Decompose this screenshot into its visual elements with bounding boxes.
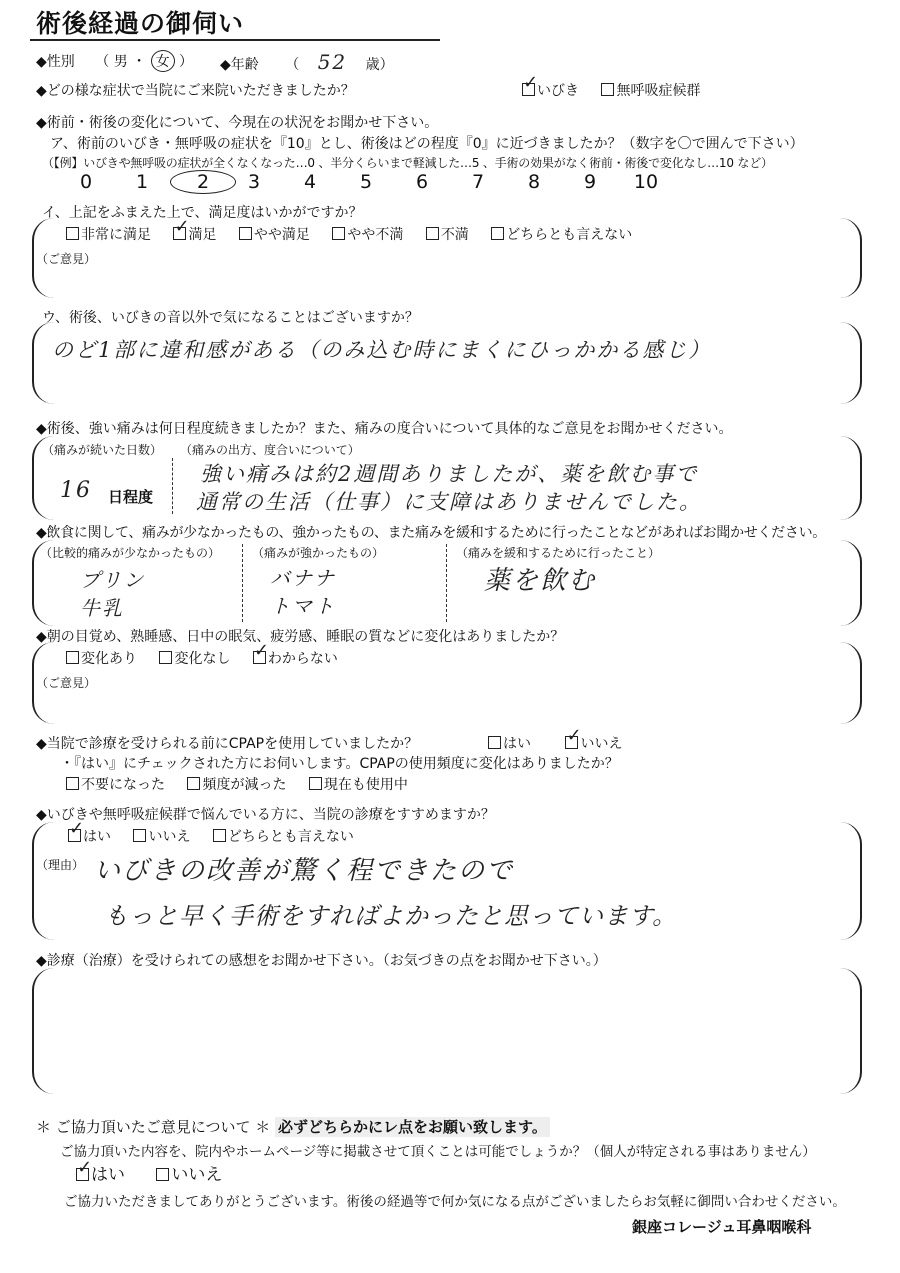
checkbox-icon[interactable] <box>76 1168 89 1181</box>
consent-options <box>76 1160 222 1185</box>
checkbox-icon[interactable] <box>159 651 172 664</box>
q2-example: （【例】いびきや無呼吸の症状が全くなくなった…0 、半分くらいまで軽減した…5 、手術の効果がなく術前・術後で変化なし…10 など） <box>42 156 773 170</box>
q3-option-unsatisfied[interactable]: 不満 <box>426 227 469 243</box>
q2-sub: ア、術前のいびき・無呼吸の症状を『10』とし、術後はどの程度『0』に近づきましたか？（数字を〇で囲んで下さい） <box>50 136 804 152</box>
q5-days-value[interactable]: 16 <box>60 478 92 503</box>
q1-option-apnea[interactable]: 無呼吸症候群 <box>601 83 700 99</box>
q1-text: ◆どの様な症状で当院にご来院いただきましたか？ <box>36 83 355 99</box>
gender-separator: ・ <box>132 54 147 70</box>
q9-reason-label: （理由） <box>36 858 85 872</box>
checkbox-icon[interactable] <box>66 651 79 664</box>
scale-4[interactable]: 4 <box>303 171 317 193</box>
q7-options <box>66 648 356 668</box>
age-row <box>220 50 394 74</box>
q5-divider <box>172 458 173 514</box>
q3-option-somewhat-unsatisfied[interactable]: やや不満 <box>332 227 403 243</box>
q8-text: ◆当院で診療を受けられる前にCPAPを使用していましたか？ <box>36 736 419 752</box>
consent-heading <box>36 1116 550 1137</box>
checkbox-icon[interactable] <box>522 83 535 96</box>
checkbox-icon[interactable] <box>68 829 81 842</box>
page-title: 術後経過の御伺い <box>36 9 245 38</box>
q6-col2-label: （痛みが強かったもの） <box>252 546 385 560</box>
q7-option-unknown[interactable]: ✓ わからない <box>253 651 338 667</box>
q10-text: ◆診療（治療）を受けられての感想をお聞かせ下さい。（お気づきの点をお聞かせ下さい。） <box>36 953 607 969</box>
q5-detail-label: （痛みの出方、度合いについて） <box>180 443 360 457</box>
q6-divider-1 <box>242 544 243 622</box>
scale-1[interactable]: 1 <box>135 171 149 193</box>
consent-thanks: ご協力いただきましてありがとうございます。術後の経過等で何か気になる点がございましたらお気軽に御問い合わせください。 <box>64 1194 846 1210</box>
q9-option-no[interactable]: いいえ <box>133 829 190 845</box>
age-unit: 歳） <box>365 57 394 73</box>
q8-options <box>488 733 640 753</box>
q8-sub-option-reduced[interactable]: 頻度が減った <box>187 777 286 793</box>
gender-label: ◆性別 <box>36 54 75 70</box>
scale-2[interactable]: 2 <box>170 170 226 194</box>
checkbox-icon[interactable] <box>239 227 252 240</box>
checkbox-icon[interactable] <box>565 736 578 749</box>
q9-option-neither[interactable]: どちらとも言えない <box>213 829 354 845</box>
q1-option-snoring[interactable]: ✓ いびき <box>522 83 579 99</box>
consent-option-yes[interactable]: ✓はい <box>76 1165 125 1185</box>
q3-comment-label: （ご意見） <box>36 252 97 266</box>
q8-option-yes[interactable]: はい <box>488 736 531 752</box>
q2-heading: ◆術前・術後の変化について、今現在の状況をお聞かせ下さい。 <box>36 115 439 131</box>
q4-text: ウ、術後、いびきの音以外で気になることはございますか？ <box>42 310 419 326</box>
q5-answer-line1[interactable]: 強い痛みは約2週間ありましたが、薬を飲む事で <box>200 462 699 486</box>
q6-col1-label: （比較的痛みが少なかったもの） <box>40 546 221 560</box>
scale-5[interactable]: 5 <box>359 171 373 193</box>
title-underline <box>30 39 440 41</box>
q3-option-very-satisfied[interactable]: 非常に満足 <box>66 227 151 243</box>
q6-col2-answer-2[interactable]: トマト <box>270 594 336 618</box>
q8-sub-option-unneeded[interactable]: 不要になった <box>66 777 165 793</box>
q9-option-yes[interactable]: ✓はい <box>68 829 111 845</box>
q1-options <box>522 80 718 100</box>
scale-9[interactable]: 9 <box>583 171 597 193</box>
q3-text: イ、上記をふまえた上で、満足度はいかがですか？ <box>42 205 363 221</box>
checkbox-icon[interactable] <box>66 777 79 790</box>
q9-answer-line2[interactable]: もっと早く手術をすればよかったと思っています。 <box>104 902 678 930</box>
consent-question: ご協力頂いた内容を、院内やホームページ等に掲載させて頂くことは可能でしょうか？（個人が特定される事はありません） <box>60 1144 816 1160</box>
checkbox-icon[interactable] <box>426 227 439 240</box>
gender-male[interactable]: 男 <box>113 54 128 70</box>
gender-paren-open: （ <box>95 54 110 70</box>
q6-col1-answer-1[interactable]: プリン <box>80 568 146 592</box>
q6-col2-answer-1[interactable]: バナナ <box>270 566 336 590</box>
scale-8[interactable]: 8 <box>527 171 541 193</box>
q8-sub-option-still-using[interactable]: 現在も使用中 <box>309 777 408 793</box>
checkbox-icon[interactable] <box>309 777 322 790</box>
consent-option-no[interactable]: いいえ <box>156 1165 222 1185</box>
age-paren-open: （ <box>285 57 300 73</box>
q6-col1-answer-2[interactable]: 牛乳 <box>80 596 124 620</box>
q7-text: ◆朝の目覚め、熟睡感、日中の眠気、疲労感、睡眠の質などに変化はありましたか？ <box>36 629 565 645</box>
scale-0[interactable]: 0 <box>79 171 93 193</box>
q3-option-satisfied[interactable]: ✓ 満足 <box>173 227 216 243</box>
age-value[interactable]: 52 <box>317 50 348 74</box>
gender-female[interactable]: 女 <box>151 50 175 72</box>
checkbox-icon[interactable] <box>66 227 79 240</box>
checkbox-icon[interactable] <box>491 227 504 240</box>
consent-heading-left: ＊ ご協力頂いたご意見について ＊ <box>36 1118 271 1136</box>
q6-col3-label: （痛みを緩和するために行ったこと） <box>456 546 661 560</box>
scale-7[interactable]: 7 <box>471 171 485 193</box>
scale-6[interactable]: 6 <box>415 171 429 193</box>
q9-options <box>68 826 372 846</box>
q5-days-label: （痛みが続いた日数） <box>42 443 163 457</box>
consent-heading-right: 必ずどちらかにレ点をお願い致します。 <box>275 1117 550 1137</box>
scale-10[interactable]: 10 <box>633 171 659 193</box>
checkbox-icon[interactable] <box>488 736 501 749</box>
q3-option-neither[interactable]: どちらとも言えない <box>491 227 632 243</box>
checkbox-icon[interactable] <box>133 829 146 842</box>
q7-comment-label: （ご意見） <box>36 676 97 690</box>
q9-answer-line1[interactable]: いびきの改善が驚く程できたので <box>94 856 515 886</box>
q8-sub: ・『はい』にチェックされた方にお伺いします。CPAPの使用頻度に変化はありましたか？ <box>60 756 619 772</box>
gender-row <box>36 50 193 72</box>
q10-box[interactable] <box>32 968 862 1094</box>
q5-text: ◆術後、強い痛みは何日程度続きましたか？また、痛みの度合いについて具体的なご意見をお聞かせください。 <box>36 421 733 437</box>
gender-paren-close: ） <box>179 54 194 70</box>
q6-col3-answer[interactable]: 薬を飲む <box>484 566 597 596</box>
checkbox-icon[interactable] <box>173 227 186 240</box>
clinic-name: 銀座コレージュ耳鼻咽喉科 <box>632 1218 812 1236</box>
q6-divider-2 <box>446 544 447 622</box>
q5-answer-line2[interactable]: 通常の生活（仕事）に支障はありませんでした。 <box>196 490 702 514</box>
q7-option-changed[interactable]: 変化あり <box>66 651 137 667</box>
checkbox-icon[interactable] <box>601 83 614 96</box>
q6-text: ◆飲食に関して、痛みが少なかったもの、強かったもの、また痛みを緩和するために行ったことなどがあればお聞かせください。 <box>36 525 826 541</box>
q9-text: ◆いびきや無呼吸症候群で悩んでいる方に、当院の診療をすすめますか？ <box>36 807 495 823</box>
checkbox-icon[interactable] <box>332 227 345 240</box>
q5-days-unit: 日程度 <box>108 488 154 506</box>
q2-scale <box>58 170 674 194</box>
q4-answer[interactable]: のど1部に違和感がある（のみ込む時にまくにひっかかる感じ） <box>52 338 712 362</box>
checkbox-icon[interactable] <box>253 651 266 664</box>
q8-option-no[interactable]: ✓ いいえ <box>565 736 622 752</box>
scale-3[interactable]: 3 <box>247 171 261 193</box>
age-label: ◆年齢 <box>220 57 259 73</box>
checkbox-icon[interactable] <box>156 1168 169 1181</box>
checkbox-icon[interactable] <box>213 829 226 842</box>
checkbox-icon[interactable] <box>187 777 200 790</box>
q8-sub-options <box>66 774 426 794</box>
q7-option-no-change[interactable]: 変化なし <box>159 651 230 667</box>
q3-option-somewhat-satisfied[interactable]: やや満足 <box>239 227 310 243</box>
q3-options <box>66 224 650 244</box>
